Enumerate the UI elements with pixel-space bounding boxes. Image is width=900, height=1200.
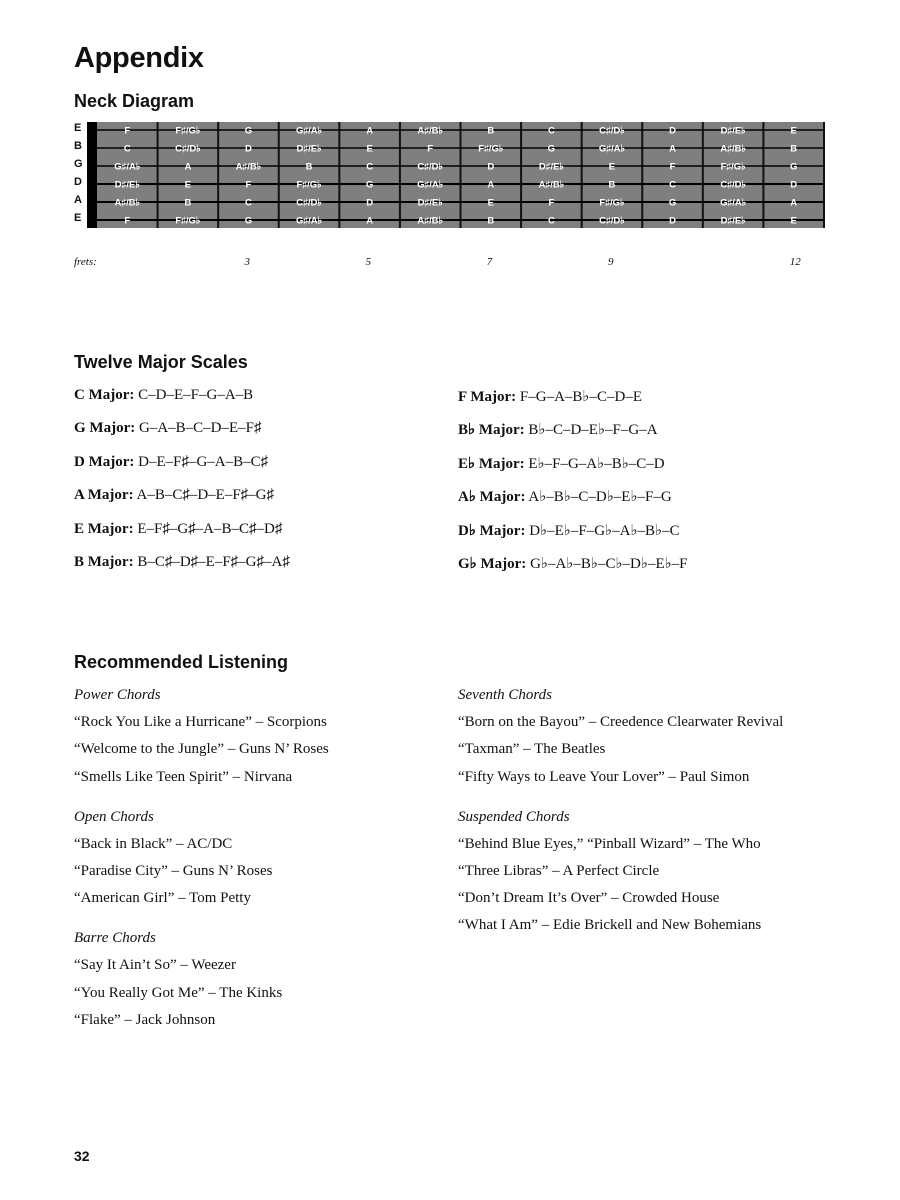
scale-row: [458, 521, 680, 540]
scale-row: [74, 387, 253, 404]
scale-notes: G♭–A♭–B♭–C♭–D♭–E♭–F: [526, 556, 688, 572]
string-name-label: A: [74, 194, 82, 206]
song-entry: “Rock You Like a Hurricane” – Scorpions: [74, 714, 327, 731]
neck-diagram: [70, 122, 830, 282]
listening-category: Seventh Chords: [458, 687, 553, 703]
scale-key: A Major:: [74, 487, 134, 504]
fret-note: F: [669, 161, 676, 173]
fret-note: C: [245, 197, 252, 209]
recommended-listening-heading: Recommended Listening: [74, 652, 289, 672]
fret-marker-label: 5: [365, 256, 372, 268]
song-entry: “You Really Got Me” – The Kinks: [74, 984, 283, 1001]
fret-note: A: [487, 179, 495, 191]
fret-note: D: [669, 125, 676, 137]
song-entry: “American Girl” – Tom Petty: [74, 890, 251, 907]
song-entry: “Behind Blue Eyes,” “Pinball Wizard” – The Who: [458, 835, 761, 852]
scale-row: [458, 454, 665, 473]
string-name-label: D: [74, 176, 82, 188]
fret-note: C: [366, 161, 374, 173]
fret-note: G: [244, 125, 253, 137]
song-entry: “Fifty Ways to Leave Your Lover” – Paul Simon: [458, 768, 750, 785]
scale-row: [74, 521, 282, 538]
fret-marker-label: 3: [244, 256, 250, 268]
song-entry: “Taxman” – The Beatles: [458, 741, 606, 758]
song-entry: “Say It Ain’t So” – Weezer: [74, 957, 236, 974]
listening-category: Open Chords: [74, 808, 154, 825]
fret-marker-label: 12: [789, 256, 801, 268]
scale-notes: D–E–F♯–G–A–B–C♯: [134, 453, 269, 470]
fret-note: A: [366, 125, 374, 137]
song-entry: “Don’t Dream It’s Over” – Crowded House: [458, 890, 720, 907]
scale-key: G Major:: [74, 420, 136, 437]
fret-note: G♯/A♭: [114, 161, 141, 173]
fret-note: E: [790, 125, 797, 137]
fret-note: C: [547, 215, 555, 227]
fret-note: F: [427, 143, 434, 155]
fret-note: D: [487, 161, 495, 173]
fret-marker-label: 7: [486, 256, 493, 268]
scale-row: [458, 387, 642, 406]
fret-note: F: [124, 125, 131, 137]
scale-notes: A–B–C♯–D–E–F♯–G♯: [133, 487, 274, 504]
fret-note: C: [123, 143, 131, 155]
scale-row: [458, 487, 672, 506]
listening-category: Barre Chords: [74, 930, 156, 947]
scale-notes: B–C♯–D♯–E–F♯–G♯–A♯: [133, 554, 290, 570]
fret-note: C♯/D♭: [599, 215, 625, 227]
fret-note: C♯/D♭: [720, 179, 746, 191]
fret-note: B: [305, 161, 313, 173]
fret-note: C♯/D♭: [175, 143, 201, 155]
fret-note: D♯/E♭: [417, 197, 443, 209]
scale-key: B♭ Major:: [458, 422, 525, 439]
song-entry: “What I Am” – Edie Brickell and New Bohemians: [458, 917, 762, 934]
scale-key: D Major:: [74, 453, 135, 470]
fret-note: A♯/B♭: [417, 125, 444, 137]
scale-key: E♭ Major:: [458, 455, 525, 472]
scale-key: F Major:: [458, 389, 517, 405]
song-entry: “Welcome to the Jungle” – Guns N’ Roses: [74, 741, 329, 758]
string-name-label: E: [74, 212, 82, 224]
fret-note: A♯/B♭: [538, 179, 565, 191]
fret-note: F: [124, 215, 131, 227]
fret-note: D♯/E♭: [720, 215, 746, 227]
fret-note: A♯/B♭: [235, 161, 262, 173]
fret-note: F♯/G♭: [175, 215, 201, 227]
string-name-label: E: [74, 122, 82, 134]
scale-key: B Major:: [74, 554, 134, 570]
fret-note: D♯/E♭: [296, 143, 322, 155]
major-scales-heading: Twelve Major Scales: [74, 352, 248, 372]
fret-note: F♯/G♭: [720, 161, 746, 173]
scale-notes: G–A–B–C–D–E–F♯: [135, 420, 262, 437]
song-entry: “Smells Like Teen Spirit” – Nirvana: [74, 768, 293, 785]
fret-note: D: [790, 179, 798, 191]
scale-notes: E♭–F–G–A♭–B♭–C–D: [524, 455, 665, 472]
scale-notes: C–D–E–F–G–A–B: [134, 387, 254, 403]
fret-note: G♯/A♭: [720, 197, 747, 209]
fret-note: C♯/D♭: [296, 197, 322, 209]
scale-key: E Major:: [74, 520, 134, 537]
fret-note: G: [244, 215, 253, 227]
fret-note: B: [487, 125, 495, 137]
fret-note: A: [669, 143, 676, 155]
scale-row: [74, 487, 274, 504]
song-entry: “Flake” – Jack Johnson: [74, 1011, 216, 1028]
fret-note: D♯/E♭: [720, 125, 746, 137]
fret-note: B: [608, 179, 616, 191]
fret-note: E: [366, 143, 373, 155]
fret-note: B: [790, 143, 798, 155]
scale-row: [74, 454, 268, 471]
nut: [87, 122, 97, 228]
fret-note: E: [487, 197, 494, 209]
scale-notes: D♭–E♭–F–G♭–A♭–B♭–C: [525, 522, 680, 539]
scale-notes: A♭–B♭–C–D♭–E♭–F–G: [525, 489, 672, 506]
fret-note: D♯/E♭: [538, 161, 564, 173]
fret-note: E: [184, 179, 192, 191]
fret-note: C♯/D♭: [417, 161, 444, 173]
scale-row: [74, 420, 262, 437]
fret-note: G: [547, 143, 556, 155]
song-entry: “Paradise City” – Guns N’ Roses: [74, 863, 273, 879]
string-name-label: B: [74, 140, 82, 152]
fret-note: C♯/D♭: [599, 125, 625, 137]
fret-note: E: [608, 161, 616, 173]
scale-key: G♭ Major:: [458, 556, 527, 572]
fret-note: G♯/A♭: [295, 125, 323, 137]
fret-note: A♯/B♭: [417, 215, 444, 227]
page-title: Appendix: [74, 42, 204, 74]
fret-note: A♯/B♭: [114, 197, 141, 209]
fret-note: G♯/A♭: [295, 215, 323, 227]
fret-note: A♯/B♭: [720, 143, 746, 155]
fret-note: D♯/E♭: [114, 179, 140, 191]
fret-marker-label: 9: [607, 256, 614, 268]
song-entry: “Three Libras” – A Perfect Circle: [458, 863, 660, 879]
fret-note: E: [790, 215, 797, 227]
fret-note: B: [487, 215, 495, 227]
fret-note: G: [668, 197, 677, 209]
fret-note: A: [790, 197, 798, 209]
fret-note: F♯/G♭: [599, 197, 625, 209]
fret-note: A: [366, 215, 374, 227]
fret-note: A: [184, 161, 192, 173]
scale-row: [74, 554, 290, 571]
page-number: 32: [74, 1148, 90, 1164]
neck-diagram-heading: Neck Diagram: [74, 91, 195, 111]
fret-note: D: [245, 143, 252, 155]
fret-note: F♯/G♭: [478, 143, 504, 155]
scale-row: [458, 420, 658, 439]
scale-notes: E–F♯–G♯–A–B–C♯–D♯: [133, 520, 283, 537]
scale-key: D♭ Major:: [458, 522, 526, 539]
listening-category: Power Chords: [74, 687, 161, 703]
string-name-label: G: [74, 158, 83, 170]
fret-note: G♯/A♭: [598, 143, 626, 155]
scale-notes: F–G–A–B♭–C–D–E: [516, 389, 643, 405]
fret-note: F: [245, 179, 252, 191]
scale-row: [458, 554, 688, 573]
fret-note: D: [366, 197, 374, 209]
fret-note: G: [790, 161, 798, 173]
fret-note: G♯/A♭: [417, 179, 444, 191]
fret-note: F♯/G♭: [296, 179, 322, 191]
song-entry: “Back in Black” – AC/DC: [74, 835, 233, 852]
fret-note: B: [184, 197, 192, 209]
listening-category: Suspended Chords: [458, 808, 570, 825]
fret-note: C: [669, 179, 676, 191]
fret-note: G: [365, 179, 374, 191]
scale-notes: B♭–C–D–E♭–F–G–A: [524, 422, 658, 439]
fret-note: D: [669, 215, 676, 227]
fret-note: F♯/G♭: [175, 125, 201, 137]
fret-note: F: [548, 197, 555, 209]
scale-key: A♭ Major:: [458, 489, 526, 506]
fret-note: C: [547, 125, 555, 137]
frets-label: frets:: [74, 256, 97, 268]
song-entry: “Born on the Bayou” – Creedence Clearwater Revival: [458, 714, 784, 731]
scale-key: C Major:: [74, 387, 135, 403]
